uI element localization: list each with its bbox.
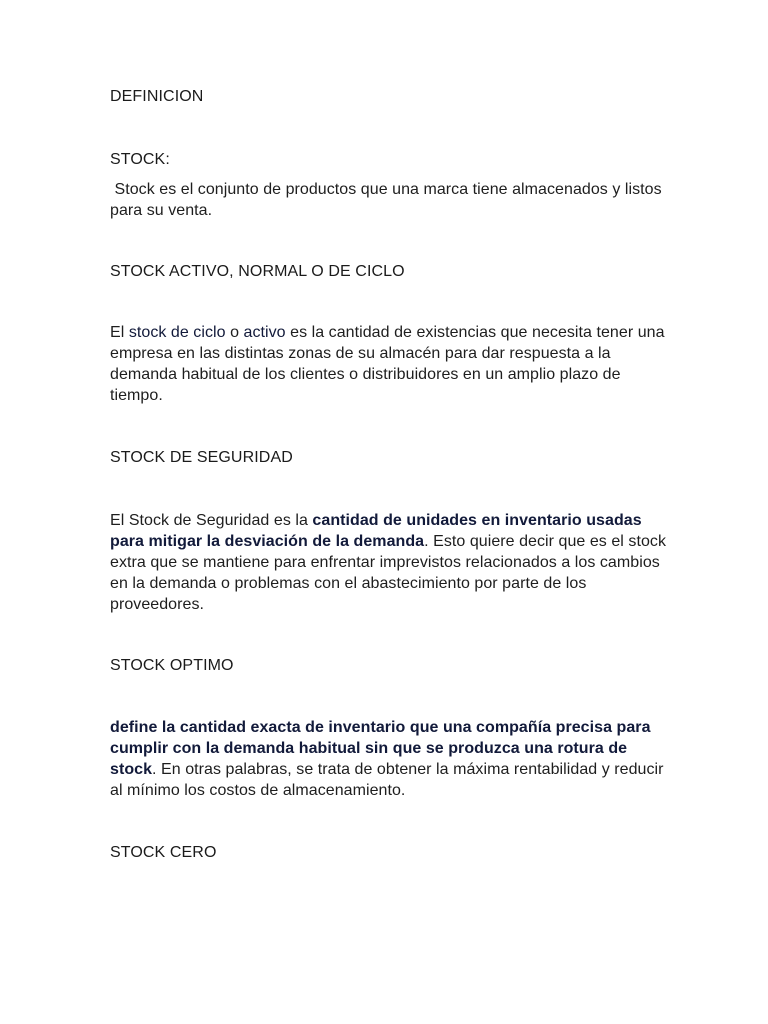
seguridad-text-part2: . Esto quiere decir que es el stock extra que se mantiene para enfrentar imprevistos relacionados a los cambios en la demanda o problemas con el abastecimiento por parte de los proveedores. <box>110 533 666 613</box>
heading-stock-seguridad: STOCK DE SEGURIDAD <box>110 449 293 466</box>
heading-stock-activo: STOCK ACTIVO, NORMAL O DE CICLO <box>110 263 405 280</box>
activo-text-part1: El <box>110 324 129 341</box>
activo-link-stock-de-ciclo[interactable]: stock de ciclo <box>128 324 226 341</box>
seguridad-highlight: cantidad de unidades en inventario usadas para mitigar la desviación de la demanda <box>110 512 642 550</box>
heading-stock-cero: STOCK CERO <box>110 844 217 861</box>
activo-link-activo[interactable]: activo <box>243 324 286 341</box>
stock-activo-paragraph <box>110 322 670 406</box>
seguridad-text-part1: El Stock de Seguridad es la <box>110 512 313 529</box>
optimo-text-part2: . En otras palabras, se trata de obtener la máxima rentabilidad y reducir al mínimo los costos de almacenamiento. <box>110 761 664 799</box>
activo-text-part2: o <box>225 324 244 341</box>
heading-stock: STOCK: <box>110 151 170 168</box>
stock-seguridad-paragraph <box>110 510 670 615</box>
optimo-highlight: define la cantidad exacta de inventario que una compañía precisa para cumplir con la demanda habitual sin que se produzca una rotura de stock <box>110 719 651 778</box>
heading-definicion: DEFINICION <box>110 88 204 105</box>
heading-stock-optimo: STOCK OPTIMO <box>110 657 234 674</box>
activo-text-part3: es la cantidad de existencias que necesita tener una empresa en las distintas zonas de su almacén para dar respuesta a la demanda habitual de los clientes o distribuidores en un amplio plazo de tiempo. <box>110 324 665 404</box>
stock-optimo-paragraph <box>110 717 670 801</box>
stock-paragraph: Stock es el conjunto de productos que una marca tiene almacenados y listos para su venta. <box>110 181 667 219</box>
